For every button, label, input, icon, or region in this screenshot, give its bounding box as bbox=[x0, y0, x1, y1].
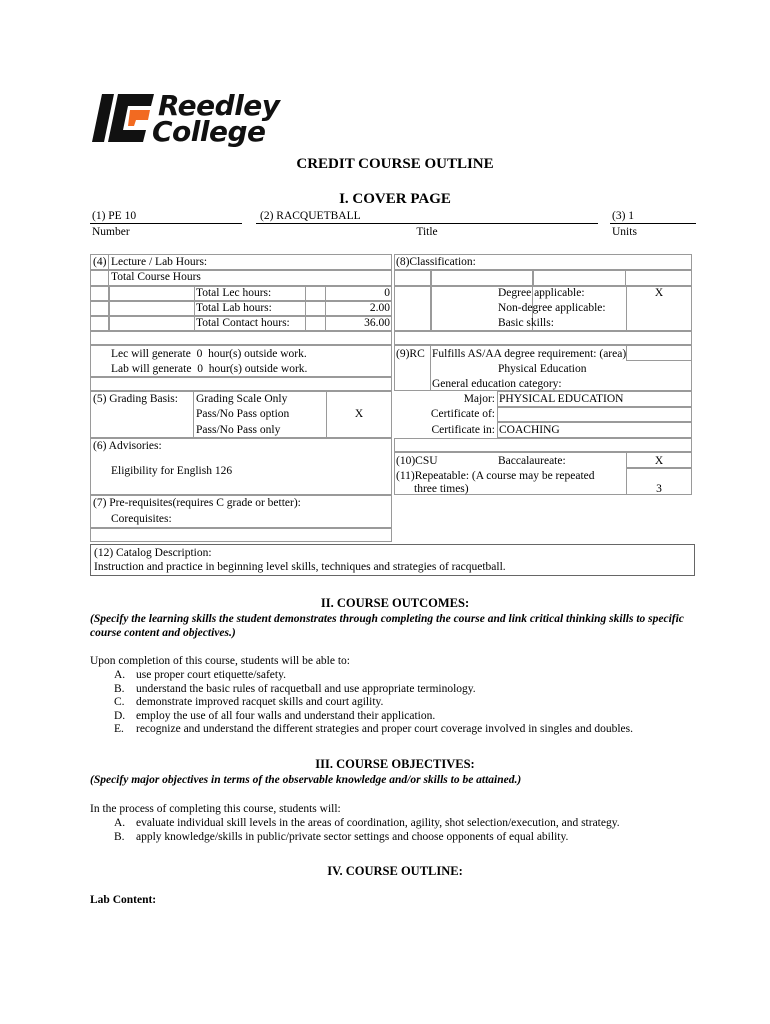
baccalaureate-label: Baccalaureate: bbox=[498, 455, 566, 467]
lab-content-label: Lab Content: bbox=[90, 894, 157, 906]
outcomes-instruction-2: course content and objectives.) bbox=[90, 627, 236, 639]
number-label: Number bbox=[92, 226, 130, 238]
outcome-text: understand the basic rules of racquetball and use appropriate terminology. bbox=[136, 683, 476, 695]
degree-applicable-value: X bbox=[654, 287, 664, 299]
outline-heading: IV. COURSE OUTLINE: bbox=[327, 864, 463, 878]
outcome-letter: B. bbox=[114, 683, 125, 695]
total-lab-label: Total Lab hours: bbox=[196, 302, 272, 314]
cell-class-spacer-2 bbox=[394, 438, 692, 452]
csu-label: (10)CSU bbox=[396, 455, 438, 467]
major-label: Major: bbox=[463, 393, 495, 405]
objectives-instruction: (Specify major objectives in terms of the observable knowledge and/or skills to be attained.) bbox=[90, 774, 522, 786]
cell-class-spacer bbox=[394, 331, 692, 345]
catalog-label: (12) Catalog Description: bbox=[94, 547, 212, 559]
objective-letter: A. bbox=[114, 817, 126, 829]
basic-skills-label: Basic skills: bbox=[498, 317, 554, 329]
grading-option-1: Grading Scale Only bbox=[196, 393, 288, 405]
grading-label: (5) Grading Basis: bbox=[93, 393, 178, 405]
major-value: PHYSICAL EDUCATION bbox=[499, 393, 624, 405]
cell-spacer-3 bbox=[90, 528, 392, 542]
hours-label: Lecture / Lab Hours: bbox=[111, 256, 208, 268]
cell-spacer-2 bbox=[90, 377, 392, 391]
cert-in-label: Certificate in: bbox=[431, 424, 495, 436]
total-contact-value: 36.00 bbox=[364, 317, 390, 329]
cell-hours-val-a bbox=[305, 286, 326, 331]
outcome-letter: A. bbox=[114, 669, 126, 681]
logo-line-2: College bbox=[152, 115, 266, 148]
total-course-hours-label: Total Course Hours bbox=[111, 271, 201, 283]
outcome-letter: D. bbox=[114, 710, 126, 722]
grading-option-3: Pass/No Pass only bbox=[196, 424, 281, 436]
outcome-letter: E. bbox=[114, 723, 124, 735]
repeatable-line-2: three times) bbox=[414, 483, 469, 495]
outcome-text: recognize and understand the different strategies and proper court coverage involved in singles and doubles. bbox=[136, 723, 633, 735]
cert-in-value: COACHING bbox=[499, 424, 560, 436]
outcome-letter: C. bbox=[114, 696, 125, 708]
objective-letter: B. bbox=[114, 831, 125, 843]
grading-option-2: Pass/No Pass option bbox=[196, 408, 290, 420]
lab-outside-work: Lab will generate 0 hour(s) outside work. bbox=[111, 363, 308, 375]
course-title: (2) RACQUETBALL bbox=[260, 210, 361, 222]
prereq-label: (7) Pre-requisites(requires C grade or better): bbox=[93, 497, 301, 509]
outcomes-instruction-1: (Specify the learning skills the student demonstrates through completing the course and link critical thinking skills to specific bbox=[90, 613, 684, 625]
cell-certof-val bbox=[497, 407, 692, 422]
grading-option-2-value: X bbox=[354, 408, 364, 420]
document-title: CREDIT COURSE OUTLINE bbox=[296, 156, 494, 172]
advisories-value: Eligibility for English 126 bbox=[111, 465, 233, 477]
total-lec-label: Total Lec hours: bbox=[196, 287, 272, 299]
title-label: Title bbox=[416, 226, 438, 238]
outcome-text: demonstrate improved racquet skills and court agility. bbox=[136, 696, 384, 708]
outcomes-intro: Upon completion of this course, students will be able to: bbox=[90, 655, 350, 667]
cell-rc-val bbox=[626, 345, 692, 361]
rc-num: (9)RC bbox=[396, 348, 425, 360]
coreq-label: Corequisites: bbox=[111, 513, 172, 525]
cert-of-label: Certificate of: bbox=[430, 408, 495, 420]
logo-line-1: Reedley bbox=[158, 89, 280, 122]
outcome-text: use proper court etiquette/safety. bbox=[136, 669, 286, 681]
course-units: (3) 1 bbox=[612, 210, 635, 222]
repeatable-line-1: (11)Repeatable: (A course may be repeated bbox=[396, 470, 595, 482]
catalog-description: Instruction and practice in beginning level skills, techniques and strategies of racquetball. bbox=[94, 561, 506, 573]
section-title-cover-page: I. COVER PAGE bbox=[339, 191, 451, 207]
units-label: Units bbox=[612, 226, 637, 238]
advisories-label: (6) Advisories: bbox=[93, 440, 162, 452]
hours-num: (4) bbox=[93, 256, 107, 268]
rc-fulfills: Fulfills AS/AA degree requirement: (area) bbox=[432, 348, 627, 360]
objectives-heading: III. COURSE OBJECTIVES: bbox=[315, 757, 475, 771]
cell-class-col3 bbox=[533, 270, 626, 286]
total-lec-value: 0 bbox=[384, 287, 390, 299]
degree-applicable-label: Degree applicable: bbox=[498, 287, 585, 299]
cell-hours-spacer bbox=[90, 331, 392, 345]
ge-category: General education category: bbox=[432, 378, 562, 390]
repeatable-value: 3 bbox=[656, 483, 662, 495]
objectives-intro: In the process of completing this course, students will: bbox=[90, 803, 341, 815]
cell-hours-label-col bbox=[109, 286, 195, 331]
outcome-text: employ the use of all four walls and understand their application. bbox=[136, 710, 436, 722]
total-lab-value: 2.00 bbox=[369, 302, 390, 314]
classification-label: (8)Classification: bbox=[396, 256, 476, 268]
outcomes-heading: II. COURSE OUTCOMES: bbox=[320, 596, 470, 610]
total-contact-label: Total Contact hours: bbox=[196, 317, 290, 329]
cell-class-col1 bbox=[394, 270, 431, 331]
lec-outside-work: Lec will generate 0 hour(s) outside work. bbox=[111, 348, 307, 360]
course-number: (1) PE 10 bbox=[92, 210, 137, 222]
baccalaureate-value: X bbox=[654, 455, 664, 467]
objective-text: apply knowledge/skills in public/private sector settings and choose opponents of equal ability. bbox=[136, 831, 569, 843]
non-degree-label: Non-degree applicable: bbox=[498, 302, 606, 314]
objective-text: evaluate individual skill levels in the areas of coordination, agility, shot selection/execution, and strategy. bbox=[136, 817, 620, 829]
rc-area: Physical Education bbox=[498, 363, 587, 375]
